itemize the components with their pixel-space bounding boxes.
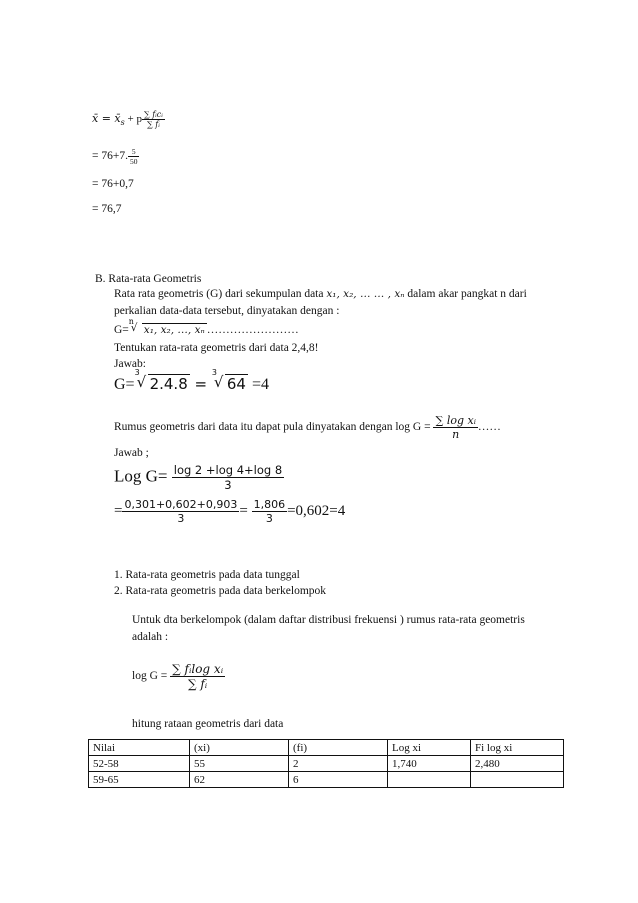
table-cell: 2 (289, 756, 388, 772)
log-g-denominator: 3 (172, 477, 284, 492)
section-b-heading: B. Rata-rata Geometris (95, 273, 202, 285)
rumus-text: Rumus geometris dari data itu dapat pula dinyatakan dengan log G = (114, 421, 431, 434)
grouped-formula (132, 662, 225, 691)
g-calc-equals: = (189, 375, 212, 393)
g-calc-root-2 (211, 368, 248, 393)
log-g-evaluation (114, 498, 345, 525)
table-cell: 62 (190, 772, 289, 788)
formula-step-1-fraction (128, 147, 140, 166)
log-g-fraction (172, 463, 284, 492)
grouped-formula-denominator: ∑ fᵢ (170, 676, 225, 691)
eq2-numerator-1: 0,301+0,602+0,903 (124, 498, 238, 511)
g-calc-index-2: 3 (211, 368, 217, 377)
g-calc-radicand-1: 2.4.8 (149, 375, 188, 393)
g-definition (114, 317, 299, 336)
formula-mean-numerator: ∑ fᵢcᵢ (143, 110, 163, 119)
section-b-paragraph-line2: perkalian data-data tersebut, dinyatakan dengan : (114, 305, 340, 317)
eq2-prefix: = (114, 502, 123, 519)
log-g-label: Log G= (114, 466, 168, 486)
table-cell: 6 (289, 772, 388, 788)
table-header-filogxi: Fi log xi (471, 740, 564, 756)
jawab-label-2: Jawab ; (114, 447, 149, 459)
g-definition-radicand: x₁, x₂, …, xₙ (143, 324, 205, 336)
formula-mean-lhs: x̄ = x̄ (92, 112, 121, 126)
table-row (89, 772, 564, 788)
formula-mean (92, 110, 165, 129)
table-cell (388, 772, 471, 788)
grouped-paragraph-line2: adalah : (132, 631, 169, 643)
para1-text-a: Rata rata geometris (G) dari sekumpulan data (114, 288, 324, 300)
formula-step-1-prefix: = 76+7. (92, 150, 128, 163)
g-calculation (114, 368, 269, 394)
g-calc-radicand-2: 64 (226, 375, 246, 393)
formula-step-3: = 76,7 (92, 203, 122, 215)
radical-sign-icon: √ (136, 373, 147, 391)
table-cell: 1,740 (388, 756, 471, 772)
table-cell: 2,480 (471, 756, 564, 772)
rumus-fraction (433, 414, 477, 441)
formula-mean-denominator: ∑ fᵢ (142, 119, 165, 129)
table-header-xi: (xi) (190, 740, 289, 756)
rumus-numerator: ∑ log xᵢ (435, 414, 476, 427)
eq2-result: =0,602=4 (287, 502, 346, 519)
radical-sign-icon: √ (213, 373, 224, 391)
grouped-formula-numerator: ∑ fᵢlog xᵢ (172, 662, 224, 676)
eq2-mid: = (239, 502, 252, 519)
question-text: Tentukan rata-rata geometris dari data 2,4,8! (114, 342, 319, 354)
formula-mean-sub: s (120, 118, 125, 128)
data-table (88, 739, 564, 788)
table-row (89, 756, 564, 772)
table-intro: hitung rataan geometris dari data (132, 718, 284, 730)
eq2-fraction-2 (252, 498, 288, 525)
formula-step-2: = 76+0,7 (92, 178, 134, 190)
grouped-formula-fraction (170, 662, 225, 691)
para1-text-b: dalam akar pangkat n dari (407, 288, 527, 300)
formula-step-1-denominator: 50 (129, 157, 138, 166)
formula-step-1 (92, 147, 139, 166)
eq2-fraction-1 (122, 498, 239, 525)
section-b-paragraph-line1 (114, 288, 527, 300)
table-cell: 52-58 (89, 756, 190, 772)
g-calc-prefix: G= (114, 376, 135, 393)
table-header-nilai: Nilai (89, 740, 190, 756)
formula-mean-fraction (142, 110, 165, 129)
g-definition-index: n (128, 317, 134, 326)
table-header-fi: (fi) (289, 740, 388, 756)
jawab-label-1: Jawab: (114, 358, 146, 370)
rumus-denominator: n (433, 427, 477, 441)
list-item-2: 2. Rata-rata geometris pada data berkelompok (114, 585, 327, 597)
formula-mean-plus: + p (127, 113, 142, 126)
para1-vars: x₁, x₂, … … , xₙ (326, 288, 405, 300)
log-g-numerator: log 2 +log 4+log 8 (173, 463, 283, 477)
table-cell (471, 772, 564, 788)
eq2-denominator-2: 3 (252, 511, 288, 525)
table-cell: 59-65 (89, 772, 190, 788)
list-item-1: 1. Rata-rata geometris pada data tunggal (114, 569, 300, 581)
formula-step-1-numerator: 5 (131, 147, 136, 156)
rumus-dots: …… (477, 421, 501, 434)
g-definition-dots: …………………… (206, 324, 299, 336)
log-g-calculation (114, 463, 284, 492)
g-definition-root (128, 317, 207, 336)
g-definition-prefix: G= (114, 324, 129, 336)
g-calc-root-1 (134, 368, 190, 393)
table-cell: 55 (190, 756, 289, 772)
grouped-formula-prefix: log G = (132, 670, 168, 683)
table-header-row (89, 740, 564, 756)
rumus-line (114, 414, 501, 441)
g-calc-result: =4 (247, 376, 269, 393)
eq2-denominator-1: 3 (122, 511, 239, 525)
eq2-numerator-2: 1,806 (253, 498, 286, 511)
table-header-logxi: Log xi (388, 740, 471, 756)
g-calc-index-1: 3 (134, 368, 140, 377)
grouped-paragraph-line1: Untuk dta berkelompok (dalam daftar distribusi frekuensi ) rumus rata-rata geometris (132, 614, 525, 626)
radical-sign-icon: √ (130, 322, 138, 334)
